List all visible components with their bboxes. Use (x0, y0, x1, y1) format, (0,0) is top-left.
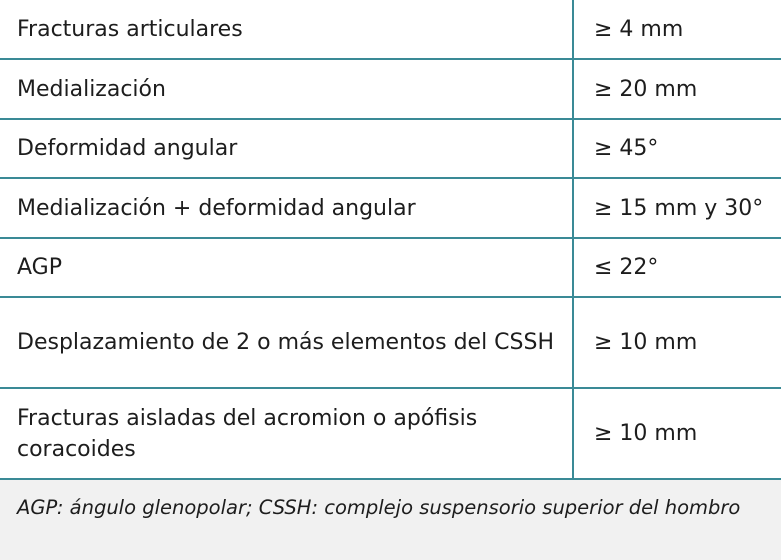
table-row (0, 297, 781, 388)
threshold-cell: ≥ 4 mm (573, 0, 781, 59)
criterion-cell: Fracturas articulares (0, 0, 573, 59)
table-row (0, 388, 781, 479)
table-footnote: AGP: ángulo glenopolar; CSSH: complejo suspensorio superior del hombro (17, 496, 741, 519)
threshold-cell: ≥ 10 mm (573, 388, 781, 479)
criterion-cell: Desplazamiento de 2 o más elementos del CSSH (0, 297, 573, 388)
criterion-cell: Fracturas aisladas del acromion o apófisis coracoides (0, 388, 573, 479)
table-row (0, 59, 781, 119)
criterion-cell: Deformidad angular (0, 119, 573, 178)
criterion-cell: AGP (0, 238, 573, 297)
criterion-cell: Medialización + deformidad angular (0, 178, 573, 238)
table-row (0, 178, 781, 238)
threshold-cell: ≤ 22° (573, 238, 781, 297)
table-row (0, 119, 781, 178)
table-row (0, 238, 781, 297)
threshold-cell: ≥ 45° (573, 119, 781, 178)
criterion-cell: Medialización (0, 59, 573, 119)
threshold-cell: ≥ 20 mm (573, 59, 781, 119)
threshold-cell: ≥ 15 mm y 30° (573, 178, 781, 238)
table-row (0, 0, 781, 59)
threshold-cell: ≥ 10 mm (573, 297, 781, 388)
